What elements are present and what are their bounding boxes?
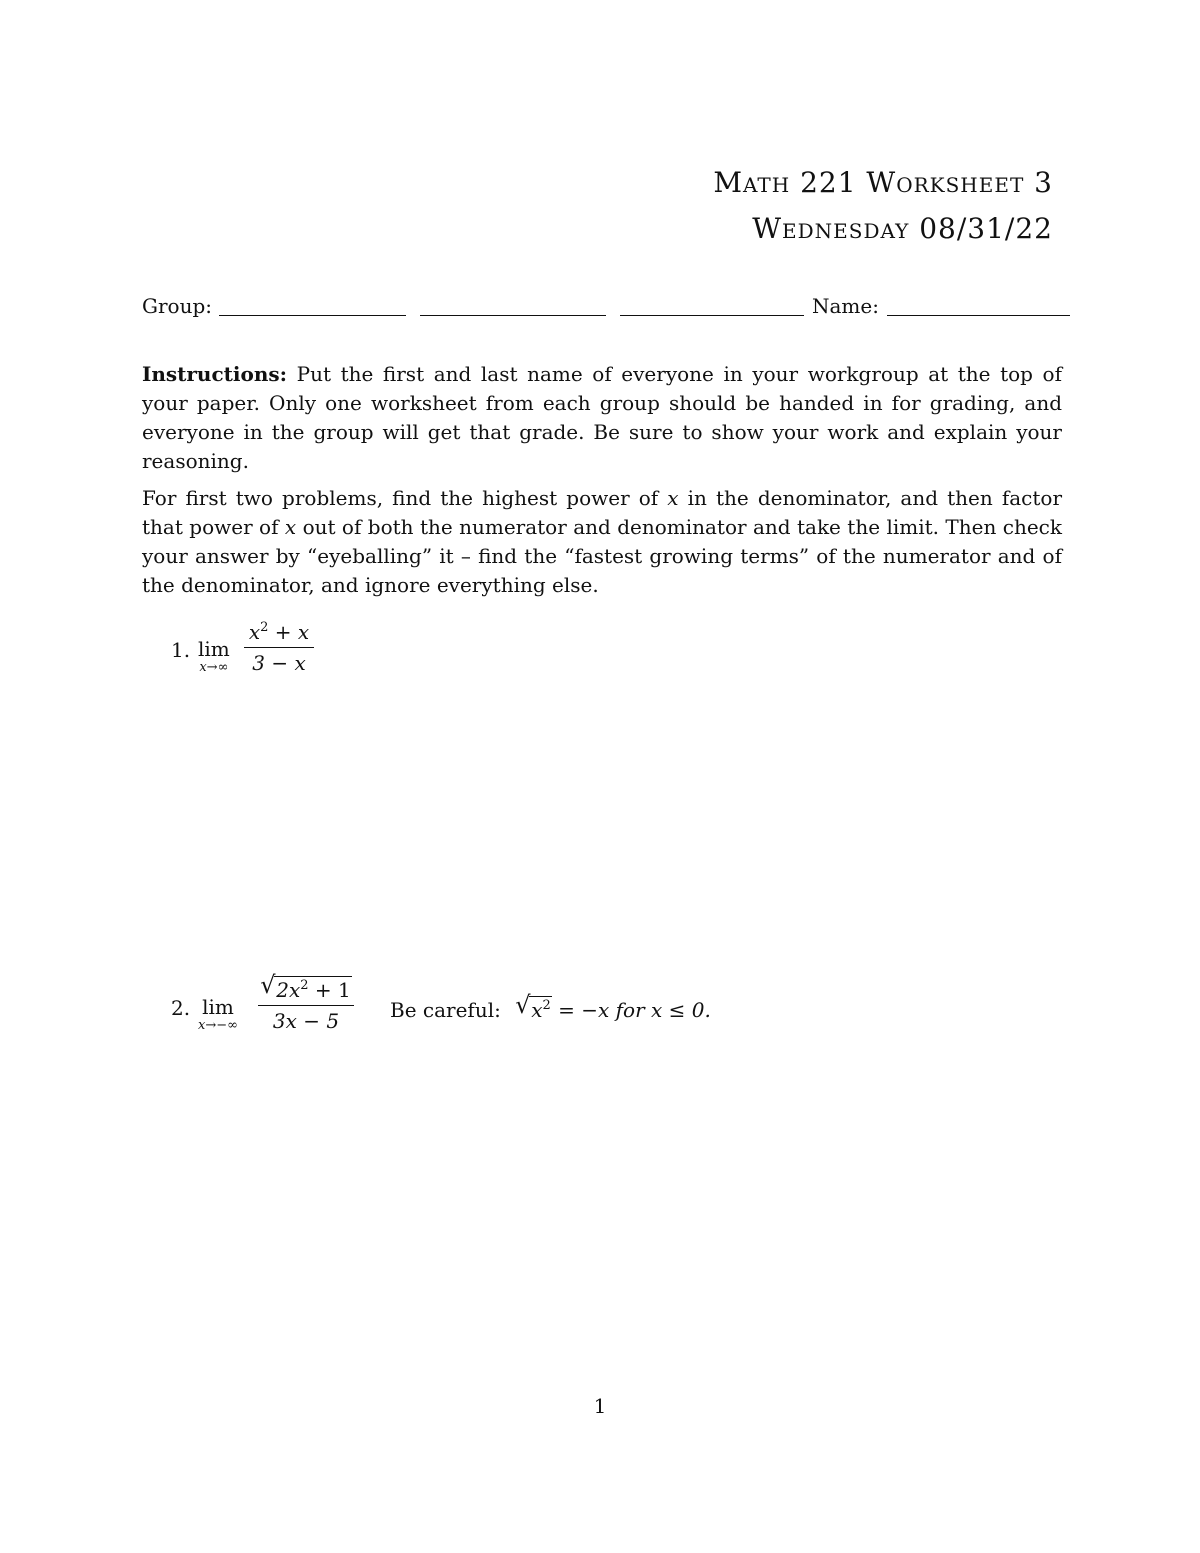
note-label: Be careful: bbox=[390, 998, 501, 1022]
name-label: Name: bbox=[812, 294, 879, 318]
problem-2-lim-sub: x→−∞ bbox=[198, 1018, 238, 1033]
problem-2-numerator: √ $2x^2 + 1$ bbox=[258, 976, 354, 1006]
instructions-paragraph bbox=[142, 360, 1062, 476]
intro-text-3: out of both the numerator and denominator and take the limit. Then check your answer by “eyeballing” it – find the “fastest growing terms” of the numerator and of the denominator, and ignore everything else. bbox=[142, 515, 1062, 597]
problem-1-denominator: 3 − x bbox=[252, 651, 306, 675]
problem-1-limit bbox=[198, 637, 230, 675]
group-name-row bbox=[142, 290, 1070, 324]
problem-1-fraction bbox=[244, 620, 314, 675]
group-member-1-blank[interactable] bbox=[219, 315, 406, 316]
intro-var-2: x bbox=[284, 515, 297, 539]
problem-2-note: Be careful: √ $x^2 = -x$ for x ≤ 0. bbox=[390, 991, 711, 1022]
problem-2-denominator: 3x − 5 bbox=[272, 1009, 340, 1033]
name-blank[interactable] bbox=[887, 315, 1070, 316]
problem-1-lim-word: lim bbox=[198, 637, 230, 661]
group-label: Group: bbox=[142, 294, 212, 318]
problem-2-number: 2. bbox=[171, 996, 191, 1020]
worksheet-title: Math 221 Worksheet 3 bbox=[713, 166, 1053, 199]
sqrt-icon: √ bbox=[260, 971, 276, 999]
problem-2-lim-word: lim bbox=[202, 995, 234, 1019]
problem-2-fraction bbox=[258, 971, 354, 1033]
note-rest: = −x for x ≤ 0. bbox=[551, 998, 711, 1022]
intro-text-2: in the denominator, and then factor that power of bbox=[142, 486, 1063, 539]
problem-1-number: 1. bbox=[171, 638, 191, 662]
problem-1-lim-sub: x→∞ bbox=[199, 660, 229, 675]
worksheet-date: Wednesday 08/31/22 bbox=[752, 212, 1053, 245]
intro-var-1: x bbox=[667, 486, 679, 510]
problem-1-numerator: $x^2 + x$ bbox=[244, 620, 314, 648]
instructions-text: Put the first and last name of everyone in your workgroup at the top of your paper. Only one worksheet from each group should be handed in for grading, and everyone in the group will get that grade. Be sure to show your work and explain your reasoning. bbox=[142, 362, 1062, 473]
intro-text-1: For first two problems, find the highest power of bbox=[142, 486, 668, 510]
intro-paragraph bbox=[142, 484, 1062, 600]
instructions-label: Instructions: bbox=[142, 362, 288, 386]
sqrt-icon: √ bbox=[515, 991, 531, 1019]
group-member-3-blank[interactable] bbox=[620, 315, 804, 316]
page-number: 1 bbox=[593, 1394, 607, 1418]
problem-2-limit bbox=[198, 995, 238, 1033]
group-member-2-blank[interactable] bbox=[420, 315, 606, 316]
